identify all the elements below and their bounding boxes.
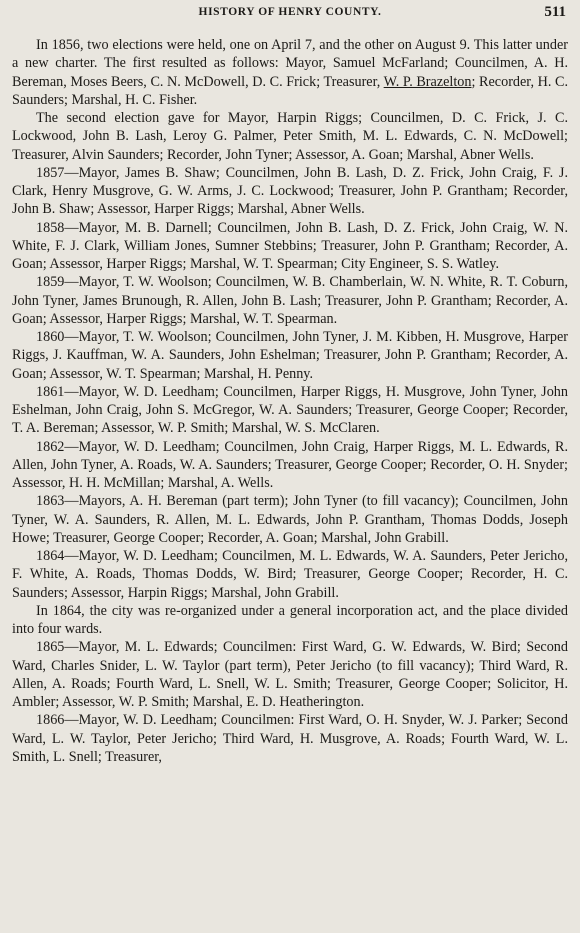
page-header <box>12 4 568 26</box>
paragraph-second-election: The second election gave for Mayor, Harpin Riggs; Councilmen, D. C. Frick, J. C. Lockwood, John B. Lash, Leroy G. Palmer, Peter Smith, M. L. Edwards, C. N. McDowell; Treasurer, Alvin Saunders; Recorder, John Tyner; Assessor, A. Goan; Marshal, Abner Wells. <box>12 110 568 163</box>
page-number: 511 <box>544 4 566 20</box>
running-title: HISTORY OF HENRY COUNTY. <box>198 6 382 18</box>
paragraph-1865: 1865—Mayor, M. L. Edwards; Councilmen: First Ward, G. W. Edwards, W. Bird; Second Ward, Charles Snider, L. W. Taylor (part term), Peter Jericho (to fill vacancy); Third Ward, R. Allen, A. Roads; Fourth Ward, L. Snell, W. L. Smith; Treasurer, George Cooper; Solicitor, H. Ambler; Assessor, W. P. Smith; Marshal, E. D. Heatherington. <box>12 639 568 710</box>
paragraph-reorganization: In 1864, the city was re-organized under a general incorporation act, and the place divided into four wards. <box>12 602 568 637</box>
body-text <box>12 36 568 766</box>
paragraph-1858: 1858—Mayor, M. B. Darnell; Councilmen, John B. Lash, D. Z. Frick, John Craig, W. N. White, F. J. Clark, William Jones, Sumner Stebbins; Treasurer, John P. Grantham; Recorder, A. Goan; Assessor, Harper Riggs; Marshal, W. T. Spearman; City Engineer, S. S. Watley. <box>12 219 568 272</box>
paragraph-1860: 1860—Mayor, T. W. Woolson; Councilmen, John Tyner, J. M. Kibben, H. Musgrove, Harper Riggs, J. Kauffman, W. A. Saunders, John Eshelman; Treasurer, John P. Grantham; Recorder, A. Goan; Assessor, W. T. Spearman; Marshal, H. Penny. <box>12 329 568 382</box>
paragraph-1866: 1866—Mayor, W. D. Leedham; Councilmen: First Ward, O. H. Snyder, W. J. Parker; Second Ward, L. W. Taylor, Peter Jericho; Third Ward, H. Musgrove, A. Roads; Fourth Ward, W. L. Smith, L. Snell; Treasurer, <box>12 712 568 765</box>
paragraph-1863: 1863—Mayors, A. H. Bereman (part term); John Tyner (to fill vacancy); Councilmen, John Tyner, W. A. Saunders, R. Allen, M. L. Edwards, John P. Grantham, Thomas Dodds, Joseph Howe; Treasurer, George Cooper; Recorder, A. Goan; Marshal, John Grabill. <box>12 493 568 546</box>
paragraph-1861: 1861—Mayor, W. D. Leedham; Councilmen, Harper Riggs, H. Musgrove, John Tyner, John Eshelman, John Craig, John S. McGregor, W. A. Saunders; Treasurer, George Cooper; Recorder, T. A. Bereman; Assessor, W. P. Smith; Marshal, W. S. McClaren. <box>12 383 568 437</box>
paragraph-1856-elections <box>12 36 568 109</box>
paragraph-text: ; Recorder, H. C. Saunders; Marshal, H. C. Fisher. <box>12 73 569 108</box>
paragraph-1864: 1864—Mayor, W. D. Leedham; Councilmen, M. L. Edwards, W. A. Saunders, Peter Jericho, F. White, A. Roads, Thomas Dodds, W. Bird; Treasurer, George Cooper; Recorder, H. C. Saunders; Assessor, Harpin Riggs; Marshal, John Grabill. <box>12 548 568 601</box>
paragraph-1859: 1859—Mayor, T. W. Woolson; Councilmen, W. B. Chamberlain, W. N. White, R. T. Coburn, John Tyner, James Brunough, R. Allen, John B. Lash; Treasurer, John P. Grantham; Recorder, A. Goan; Assessor, Harper Riggs; Marshal, W. T. Spearman. <box>12 274 568 327</box>
paragraph-1862: 1862—Mayor, W. D. Leedham; Councilmen, John Craig, Harper Riggs, M. L. Edwards, R. Allen, John Tyner, A. Roads, W. A. Saunders; Treasurer, George Cooper; Recorder, O. H. Snyder; Assessor, H. H. McMillan; Marshal, A. Wells. <box>12 438 568 491</box>
paragraph-text: In 1856, two elections were held, one on April 7, and the other on August 9. This latter under a new charter. The first resulted as follows: Mayor, Samuel McFarland; Councilmen, A. H. Bereman, Moses Beers, C. N. McDowell, D. C. Frick; Treasurer, <box>12 37 568 90</box>
paragraph-1857: 1857—Mayor, James B. Shaw; Councilmen, John B. Lash, D. Z. Frick, John Craig, F. J. Clark, Henry Musgrove, G. W. Arms, J. C. Lockwood; Treasurer, John P. Grantham; Recorder, John B. Shaw; Assessor, Harper Riggs; Marshal, Abner Wells. <box>12 164 568 218</box>
underlined-name: W. P. Brazelton <box>383 73 472 90</box>
